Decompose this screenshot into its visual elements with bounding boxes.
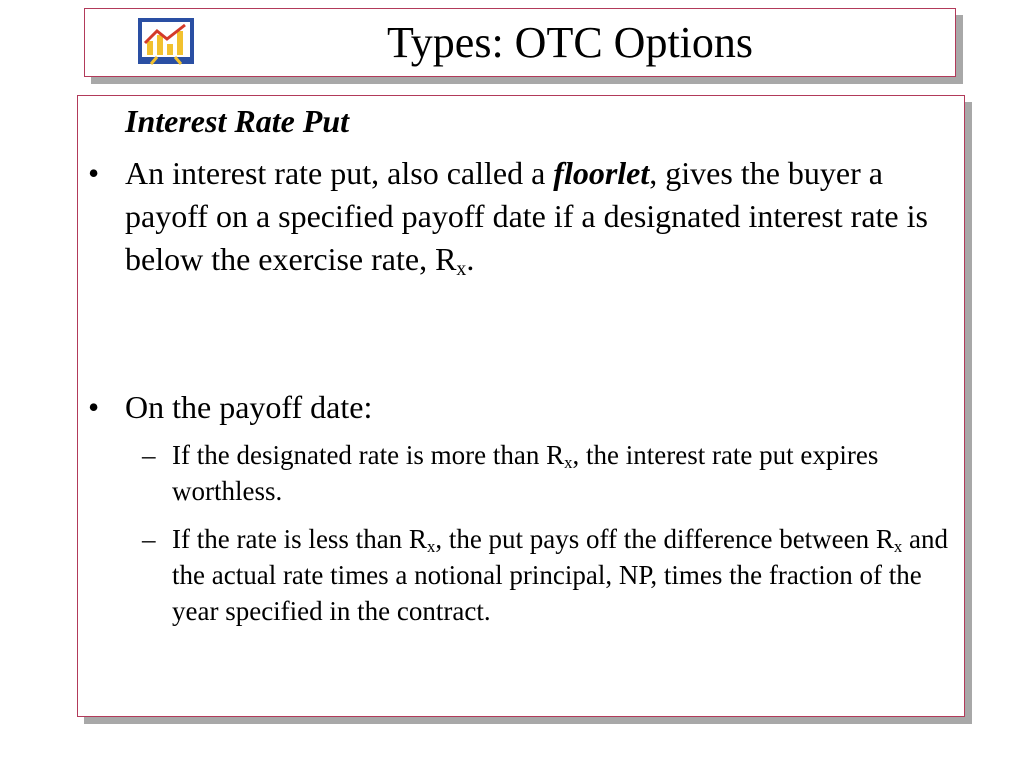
subbullet-marker: – — [142, 440, 156, 470]
term-floorlet: floorlet — [553, 155, 650, 191]
bullet-marker: • — [88, 155, 100, 191]
bullet-text: On the payoff date: — [125, 389, 373, 425]
subheading: Interest Rate Put — [125, 103, 350, 139]
subbullet-pays-difference — [142, 521, 954, 629]
title-frame — [84, 8, 956, 77]
subbullet-text: If the rate is less than $R_x$, the put pays off the difference between $R_x$ and the actual rate times a notional principal, NP, times the fraction of the year specified in the contract. — [172, 524, 949, 626]
bullet-payoff-date — [88, 386, 950, 429]
bullet-floorlet-definition — [88, 152, 950, 281]
subbullet-text: If the designated rate is more than $R_x$, the interest rate put expires worthless. — [172, 440, 879, 506]
subbullet-expires-worthless — [142, 437, 954, 509]
bullet-text: An interest rate put, also called a floorlet, gives the buyer a payoff on a specified payoff date if a designated interest rate is below the exercise rate, $R_x$. — [125, 155, 928, 280]
slide-title: Types: OTC Options — [386, 18, 754, 67]
bullet-marker: • — [88, 389, 100, 425]
content-frame — [77, 95, 965, 717]
subbullet-marker: – — [142, 524, 156, 554]
